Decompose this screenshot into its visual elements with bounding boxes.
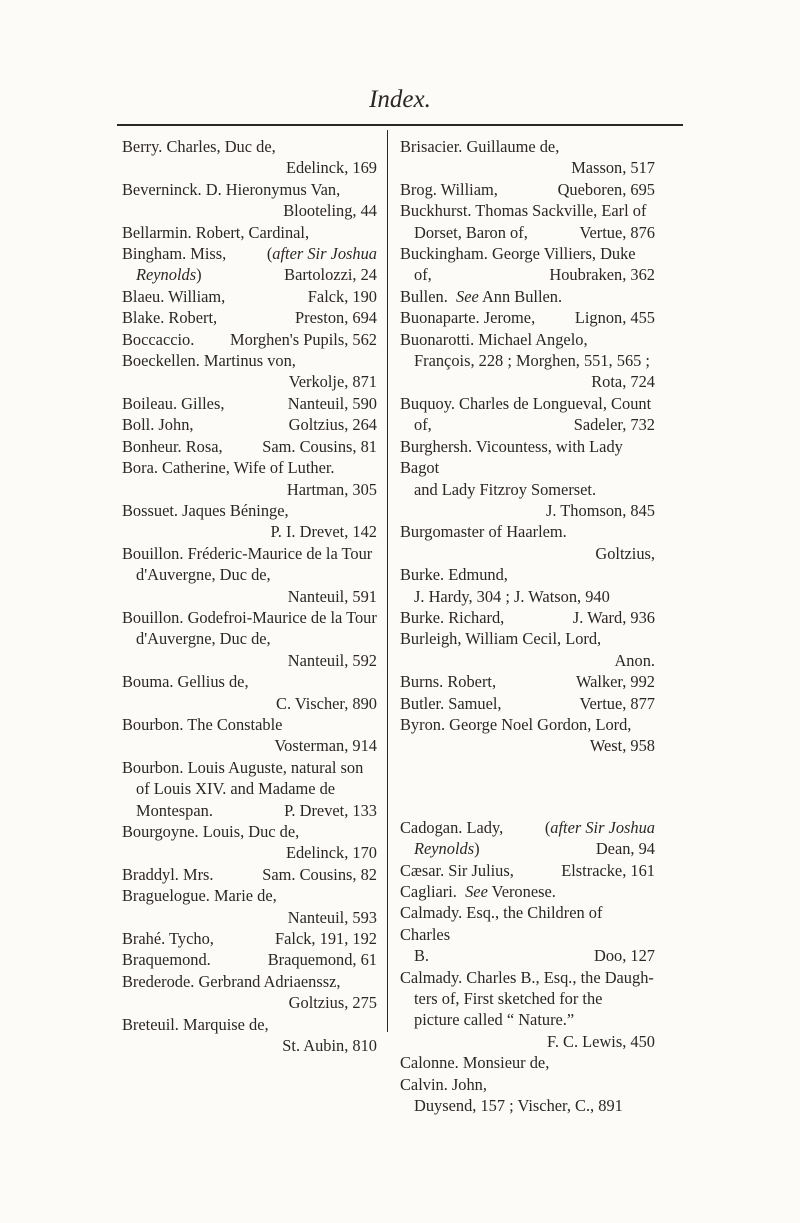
index-entry: Boccaccio. Morghen's Pupils, 562: [122, 329, 377, 349]
index-entry: Brahé. Tycho, Falck, 191, 192: [122, 929, 377, 949]
index-entry: Boileau. Gilles, Nanteuil, 590: [122, 393, 377, 413]
index-entry: Brederode. Gerbrand Adriaenssz, Goltzius, 275: [122, 971, 377, 1013]
index-entry: Buckhurst. Thomas Sackville, Earl of Dorset, Baron of, Vertue, 876: [400, 201, 655, 242]
index-entry: Braquemond. Braquemond, 61: [122, 950, 377, 970]
index-entry: Braddyl. Mrs. Sam. Cousins, 82: [122, 864, 377, 884]
index-entry: Bossuet. Jaques Béninge, P. I. Drevet, 142: [122, 500, 377, 542]
page-title: Index.: [369, 86, 431, 113]
index-entry: Brog. William, Queboren, 695: [400, 179, 655, 199]
index-entry: Bonheur. Rosa, Sam. Cousins, 81: [122, 436, 377, 456]
index-entry: Bora. Catherine, Wife of Luther. Hartman, 305: [122, 458, 377, 499]
column-divider: [387, 130, 388, 1032]
index-entry: Beverninck. D. Hieronymus Van, Blooteling, 44: [122, 179, 377, 221]
index-entry: Berry. Charles, Duc de, Edelinck, 169: [122, 137, 377, 178]
index-entry: Burghersh. Vicountess, with Lady Bagot and Lady Fitzroy Somerset. J. Thomson, 845: [400, 436, 655, 520]
index-entry: Buonarotti. Michael Angelo, François, 228 ; Morghen, 551, 565 ; Rota, 724: [400, 329, 655, 392]
index-entry: Bouma. Gellius de, C. Vischer, 890: [122, 672, 377, 713]
index-entry: Blake. Robert, Preston, 694: [122, 308, 377, 328]
header-rule: [117, 124, 683, 126]
index-entry: Calonne. Monsieur de,: [400, 1053, 550, 1073]
index-entry: Cadogan. Lady, (after Sir Joshua Reynolds) Dean, 94: [400, 817, 655, 859]
index-entry: Braguelogue. Marie de, Nanteuil, 593: [122, 886, 377, 927]
index-entry: Bourbon. The Constable Vosterman, 914: [122, 714, 377, 756]
index-entry: Burns. Robert, Walker, 992: [400, 672, 655, 692]
index-entry: Bullen. See Ann Bullen.: [400, 286, 563, 306]
index-entry: Brisacier. Guillaume de, Masson, 517: [400, 137, 655, 178]
index-entry: Breteuil. Marquise de, St. Aubin, 810: [122, 1014, 377, 1056]
index-entry: Byron. George Noel Gordon, Lord, West, 958: [400, 714, 655, 756]
index-entry: Bouillon. Godefroi-Maurice de la Tour d'Auvergne, Duc de, Nanteuil, 592: [122, 607, 377, 670]
index-entry: Bellarmin. Robert, Cardinal,: [122, 222, 310, 242]
index-entry: Bouillon. Fréderic-Maurice de la Tour d'Auvergne, Duc de, Nanteuil, 591: [122, 543, 377, 606]
index-entry: Cæsar. Sir Julius, Elstracke, 161: [400, 860, 655, 880]
index-entry: Butler. Samuel, Vertue, 877: [400, 693, 655, 713]
index-entry: Burgomaster of Haarlem. Goltzius,: [400, 522, 655, 563]
index-entry: Boll. John, Goltzius, 264: [122, 415, 377, 435]
left-column: [122, 136, 377, 1056]
index-entry: Bingham. Miss, (after Sir Joshua Reynolds) Bartolozzi, 24: [122, 244, 377, 285]
section-gap: [400, 757, 655, 817]
index-entry: Burke. Richard, J. Ward, 936: [400, 607, 655, 627]
right-column: [400, 136, 655, 1116]
index-entry: Burleigh, William Cecil, Lord, Anon.: [400, 629, 655, 670]
index-entry: Buquoy. Charles de Longueval, Count of, Sadeler, 732: [400, 393, 655, 435]
index-entry: Bourbon. Louis Auguste, natural son of Louis XIV. and Madame de Montespan. P. Drevet, 133: [122, 757, 377, 820]
index-entry: Boeckellen. Martinus von, Verkolje, 871: [122, 351, 377, 392]
index-entry: Bourgoyne. Louis, Duc de, Edelinck, 170: [122, 822, 377, 863]
index-entry: Blaeu. William, Falck, 190: [122, 286, 377, 306]
index-entry: Calmady. Esq., the Children of Charles B. Doo, 127: [400, 903, 655, 966]
index-entry: Cagliari. See Veronese.: [400, 882, 556, 901]
index-entry: Calvin. John, Duysend, 157 ; Vischer, C., 891: [400, 1074, 623, 1116]
index-entry: Buckingham. George Villiers, Duke of, Houbraken, 362: [400, 244, 655, 285]
index-entry: Buonaparte. Jerome, Lignon, 455: [400, 308, 655, 328]
index-entry: Burke. Edmund, J. Hardy, 304 ; J. Watson, 940: [400, 565, 610, 606]
index-entry: Calmady. Charles B., Esq., the Daugh- ters of, First sketched for the picture called “ Nature.” F. C. Lewis, 450: [400, 967, 655, 1051]
